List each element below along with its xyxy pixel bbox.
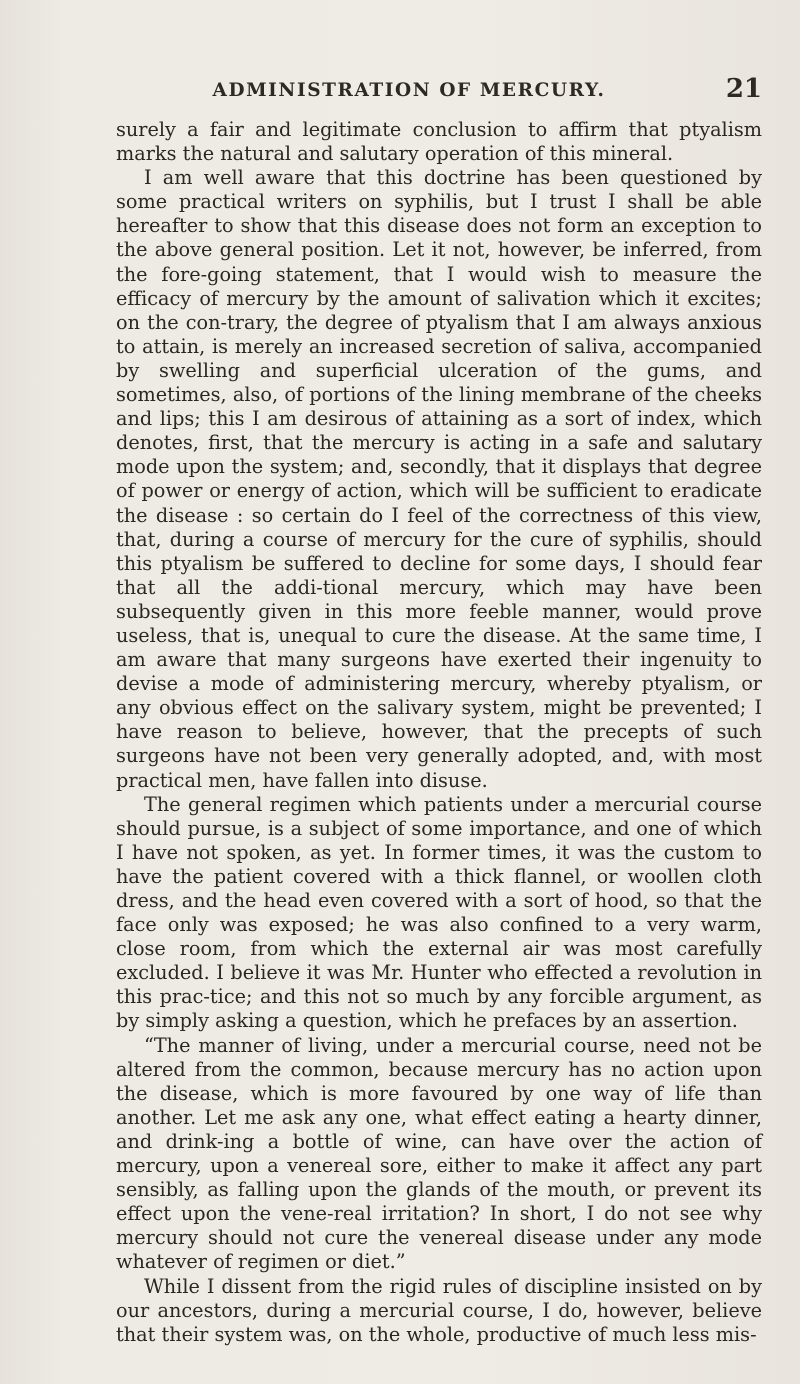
page-number: 21 bbox=[725, 74, 762, 104]
running-header bbox=[116, 74, 762, 106]
paragraph-hunter-quotation: “The manner of living, under a mercurial course, need not be altered from the common, because mercury has no action upon the disease, which is more favoured by one way of life than another. Let me ask any one, what effect eating a hearty dinner, and drink-ing a bottle of wine, can have over the action of mercury, upon a venereal sore, either to make it affect any part sensibly, as falling upon the glands of the mouth, or prevent its effect upon the vene-real irritation? In short, I do not see why mercury should not cure the venereal disease under any mode whatever of regimen or diet.” bbox=[116, 1033, 762, 1274]
paragraph-general-regimen: The general regimen which patients under a mercurial course should pursue, is a subject of some importance, and one of which I have not spoken, as yet. In former times, it was the custom to have the patient covered with a thick flannel, or woollen cloth dress, and the head even covered with a sort of hood, so that the face only was exposed; he was also confined to a very warm, close room, from which the external air was most carefully excluded. I believe it was Mr. Hunter who effected a revolution in this prac-tice; and this not so much by any forcible argument, as by simply asking a question, which he prefaces by an assertion. bbox=[116, 792, 762, 1033]
running-title: ADMINISTRATION OF MERCURY. bbox=[212, 80, 606, 101]
paragraph-dissent: While I dissent from the rigid rules of discipline insisted on by our ancestors, during a mercurial course, I do, however, believe that their system was, on the whole, productive of much less mis- bbox=[116, 1274, 762, 1346]
body-text bbox=[116, 118, 762, 1347]
paragraph-continuation: surely a fair and legitimate conclusion to affirm that ptyalism marks the natural and salutary operation of this mineral. bbox=[116, 118, 762, 166]
paragraph-ptyalism-doctrine: I am well aware that this doctrine has been questioned by some practical writers on syphilis, but I trust I shall be able hereafter to show that this disease does not form an exception to the above general position. Let it not, however, be inferred, from the fore-going statement, that I would wish to measure the efficacy of mercury by the amount of salivation which it excites; on the con-trary, the degree of ptyalism that I am always anxious to attain, is merely an increased secretion of saliva, accompanied by swelling and superficial ulceration of the gums, and sometimes, also, of portions of the lining membrane of the cheeks and lips; this I am desirous of attaining as a sort of index, which denotes, first, that the mercury is acting in a safe and salutary mode upon the system; and, secondly, that it displays that degree of power or energy of action, which will be sufficient to eradicate the disease : so certain do I feel of the correctness of this view, that, during a course of mercury for the cure of syphilis, should this ptyalism be suffered to decline for some days, I should fear that all the addi-tional mercury, which may have been subsequently given in this more feeble manner, would prove useless, that is, unequal to cure the disease. At the same time, I am aware that many surgeons have exerted their ingenuity to devise a mode of administering mercury, whereby ptyalism, or any obvious effect on the salivary system, might be prevented; I have reason to believe, however, that the precepts of such surgeons have not been very generally adopted, and, with most practical men, have fallen into disuse. bbox=[116, 166, 762, 792]
